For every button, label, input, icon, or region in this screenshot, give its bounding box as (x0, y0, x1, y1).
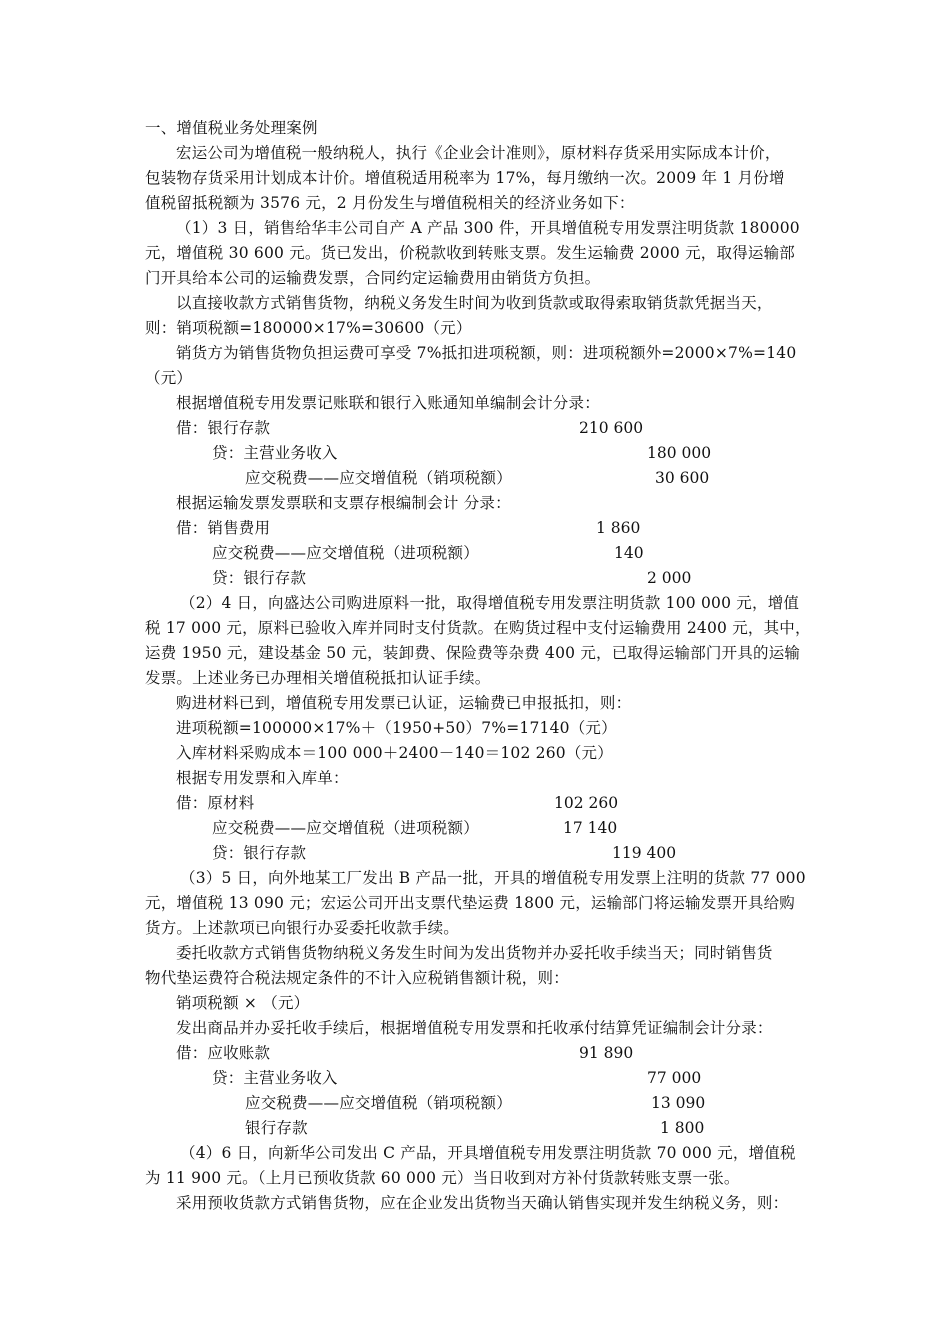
journal-amount: 13 090 (651, 1094, 706, 1112)
journal-credit-line: 银行存款 (245, 1119, 308, 1137)
paragraph-line: 元，增值税 30 600 元。货已发出，价税款收到转账支票。发生运输费 2000 元，取得运输部 (145, 244, 795, 262)
journal-credit-line: 贷：主营业务收入 (212, 444, 338, 462)
paragraph-line: 税 17 000 元，原料已验收入库并同时支付货款。在购货过程中支付运输费用 2400 元，其中， (145, 619, 811, 637)
paragraph-line: 值税留抵税额为 3576 元，2 月份发生与增值税相关的经济业务如下： (145, 194, 635, 212)
journal-debit-line: 应交税费——应交增值税（进项税额） (212, 819, 479, 837)
journal-credit-line: 贷：主营业务收入 (212, 1069, 338, 1087)
paragraph-line: （1）3 日，销售给华丰公司自产 A 产品 300 件，开具增值税专用发票注明货款 180000 (176, 219, 800, 237)
paragraph-line: （4）6 日，向新华公司发出 C 产品，开具增值税专用发票注明货款 70 000 元，增值税 (180, 1144, 796, 1162)
paragraph-line: 购进材料已到，增值税专用发票已认证，运输费已申报抵扣，则： (176, 694, 632, 712)
journal-amount: 102 260 (554, 794, 619, 812)
journal-debit-line: 借：银行存款 (176, 419, 271, 437)
journal-debit-line: 借：原材料 (176, 794, 255, 812)
paragraph-line: 根据运输发票发票联和支票存根编制会计 分录： (176, 494, 511, 512)
journal-credit-line: 贷：银行存款 (212, 569, 307, 587)
journal-amount: 1 800 (660, 1119, 705, 1137)
paragraph-line: （2）4 日，向盛达公司购进原料一批，取得增值税专用发票注明货款 100 000 元，增值 (180, 594, 800, 612)
journal-amount: 77 000 (647, 1069, 702, 1087)
paragraph-line: 根据增值税专用发票记账联和银行入账通知单编制会计分录： (176, 394, 600, 412)
journal-amount: 210 600 (579, 419, 644, 437)
journal-debit-line: 应交税费——应交增值税（进项税额） (212, 544, 479, 562)
paragraph-line: 则：销项税额=180000×17%=30600（元） (145, 319, 472, 337)
paragraph-line: 入库材料采购成本＝100 000＋2400－140＝102 260（元） (176, 744, 613, 762)
paragraph-line: 宏运公司为增值税一般纳税人，执行《企业会计准则》，原材料存货采用实际成本计价， (176, 144, 781, 162)
section-heading: 一、增值税业务处理案例 (145, 119, 318, 137)
paragraph-line: 进项税额=100000×17%＋（1950+50）7%=17140（元） (176, 719, 617, 737)
journal-amount: 180 000 (647, 444, 712, 462)
paragraph-line: 货方。上述款项已向银行办妥委托收款手续。 (145, 919, 460, 937)
journal-amount: 140 (614, 544, 644, 562)
journal-credit-line: 应交税费——应交增值税（销项税额） (245, 469, 512, 487)
journal-debit-line: 借：应收账款 (176, 1044, 271, 1062)
paragraph-line: 门开具给本公司的运输费发票，合同约定运输费用由销货方负担。 (145, 269, 601, 287)
journal-amount: 30 600 (655, 469, 710, 487)
journal-credit-line: 贷：银行存款 (212, 844, 307, 862)
paragraph-line: 销货方为销售货物负担运费可享受 7%抵扣进项税额，则：进项税额外=2000×7%=140 (176, 344, 797, 362)
paragraph-line: 元，增值税 13 090 元；宏运公司开出支票代垫运费 1800 元，运输部门将运输发票开具给购 (145, 894, 795, 912)
paragraph-line: 以直接收款方式销售货物，纳税义务发生时间为收到货款或取得索取销货款凭据当天， (176, 294, 773, 312)
journal-amount: 2 000 (647, 569, 692, 587)
paragraph-line: 委托收款方式销售货物纳税义务发生时间为发出货物并办妥托收手续当天；同时销售货 (176, 944, 773, 962)
paragraph-line: 销项税额 × （元） (176, 994, 310, 1012)
paragraph-line: （元） (145, 369, 193, 387)
journal-amount: 1 860 (596, 519, 641, 537)
journal-credit-line: 应交税费——应交增值税（销项税额） (245, 1094, 512, 1112)
journal-amount: 91 890 (579, 1044, 634, 1062)
paragraph-line: 根据专用发票和入库单： (176, 769, 349, 787)
journal-debit-line: 借：销售费用 (176, 519, 271, 537)
paragraph-line: 物代垫运费符合税法规定条件的不计入应税销售额计税，则： (145, 969, 569, 987)
paragraph-line: 发票。上述业务已办理相关增值税抵扣认证手续。 (145, 669, 491, 687)
paragraph-line: 包装物存货采用计划成本计价。增值税适用税率为 17%，每月缴纳一次。2009 年 1 月份增 (145, 169, 785, 187)
journal-amount: 119 400 (612, 844, 677, 862)
paragraph-line: 运费 1950 元，建设基金 50 元，装卸费、保险费等杂费 400 元，已取得运输部门开具的运输 (145, 644, 801, 662)
paragraph-line: （3）5 日，向外地某工厂发出 B 产品一批，开具的增值税专用发票上注明的货款 77 000 (180, 869, 806, 887)
paragraph-line: 采用预收货款方式销售货物，应在企业发出货物当天确认销售实现并发生纳税义务，则： (176, 1194, 789, 1212)
journal-amount: 17 140 (563, 819, 618, 837)
paragraph-line: 发出商品并办妥托收手续后，根据增值税专用发票和托收承付结算凭证编制会计分录： (176, 1019, 773, 1037)
paragraph-line: 为 11 900 元。（上月已预收货款 60 000 元）当日收到对方补付货款转账支票一张。 (145, 1169, 740, 1187)
